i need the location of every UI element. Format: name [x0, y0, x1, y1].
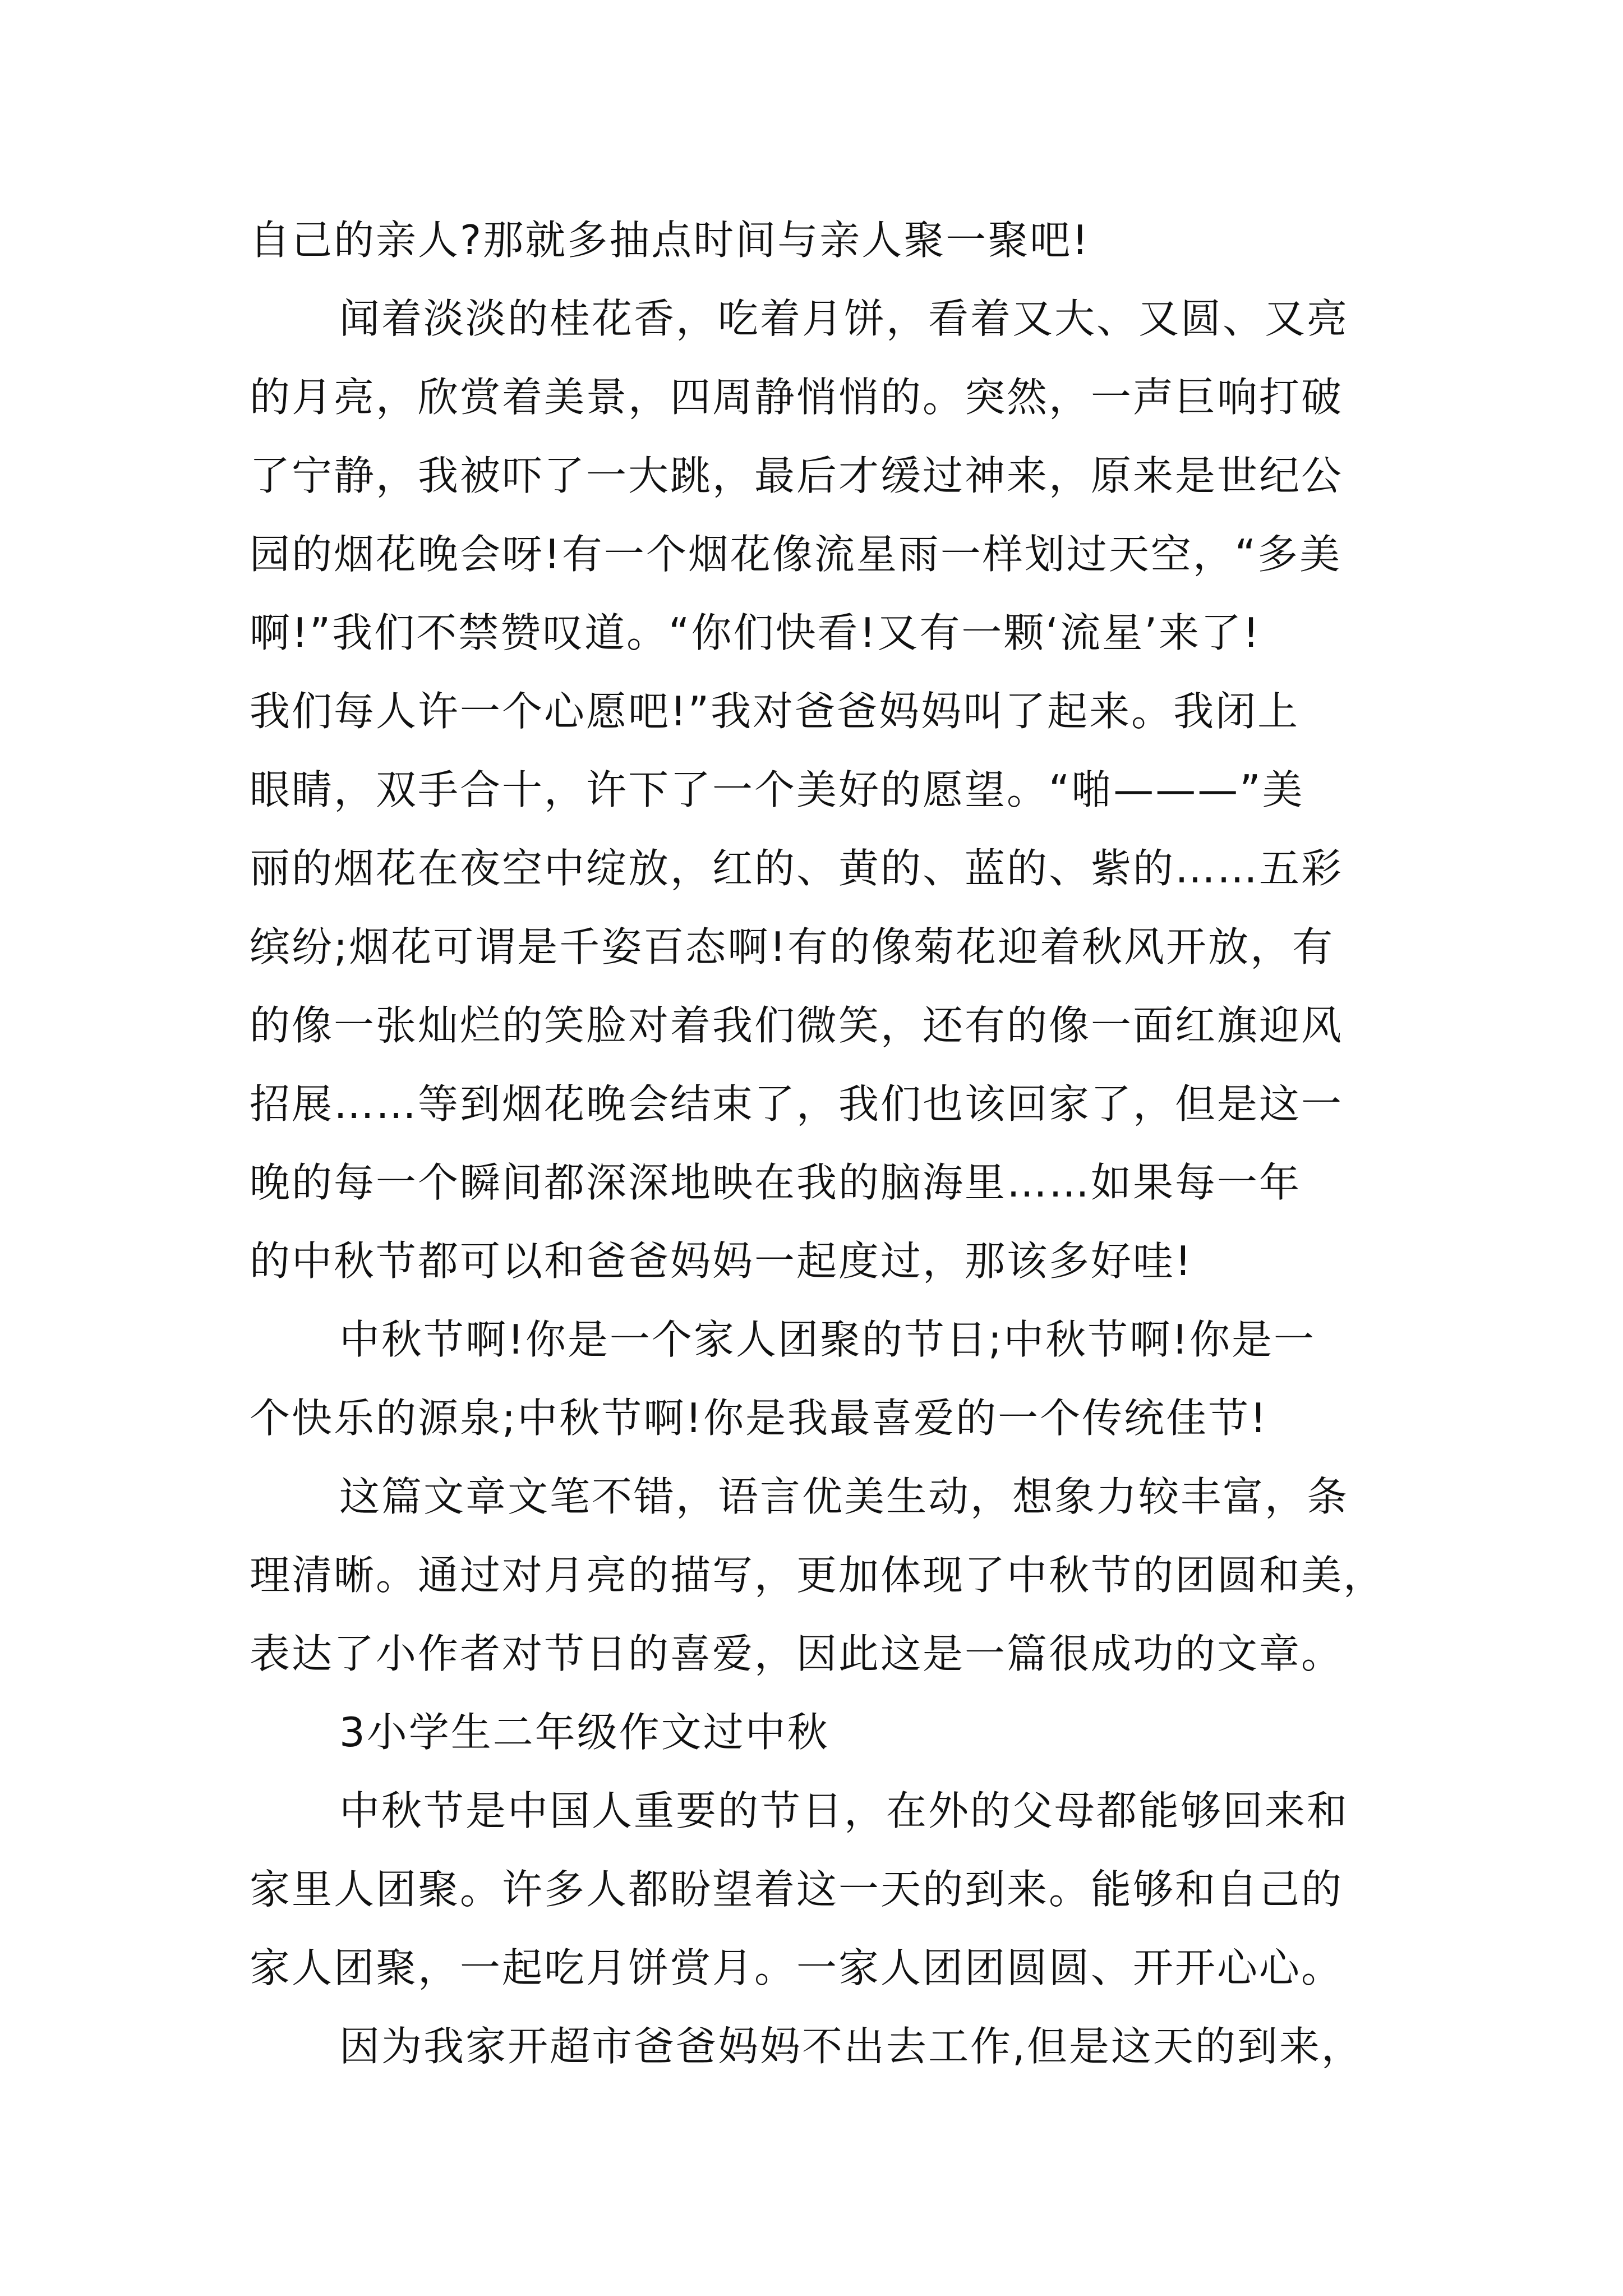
text-line: 的月亮，欣赏着美景，四周静悄悄的。突然，一声巨响打破 [250, 374, 1344, 421]
text-line: 的像一张灿烂的笑脸对着我们微笑，还有的像一面红旗迎风 [250, 1002, 1344, 1049]
text-line: 缤纷;烟花可谓是千姿百态啊!有的像菊花迎着秋风开放，有 [250, 923, 1335, 970]
section-heading: 3小学生二年级作文过中秋 [339, 1709, 829, 1756]
text-line: 晚的每一个瞬间都深深地映在我的脑海里……如果每一年 [250, 1159, 1302, 1206]
text-line: 表达了小作者对节日的喜爱，因此这是一篇很成功的文章。 [250, 1630, 1344, 1677]
paragraph-start: 这篇文章文笔不错，语言优美生动，想象力较丰富，条 [339, 1473, 1349, 1520]
text-line: 丽的烟花在夜空中绽放，红的、黄的、蓝的、紫的……五彩 [250, 845, 1344, 892]
text-line: 啊!”我们不禁赞叹道。“你们快看!又有一颗‘流星’来了! [250, 609, 1261, 656]
text-line: 了宁静，我被吓了一大跳，最后才缓过神来，原来是世纪公 [250, 452, 1344, 499]
text-line: 园的烟花晚会呀!有一个烟花像流星雨一样划过天空，“多美 [250, 531, 1342, 578]
paragraph-start: 因为我家开超市爸爸妈妈不出去工作,但是这天的到来， [339, 2023, 1363, 2070]
text-line: 招展……等到烟花晚会结束了，我们也该回家了，但是这一 [250, 1080, 1344, 1128]
text-line: 个快乐的源泉;中秋节啊!你是我最喜爱的一个传统佳节! [250, 1395, 1268, 1442]
text-line: 的中秋节都可以和爸爸妈妈一起度过，那该多好哇! [250, 1237, 1193, 1285]
paragraph-start: 中秋节是中国人重要的节日，在外的父母都能够回来和 [339, 1787, 1349, 1834]
paragraph-start: 闻着淡淡的桂花香，吃着月饼，看着又大、又圆、又亮 [339, 295, 1349, 342]
text-line: 家里人团聚。许多人都盼望着这一天的到来。能够和自己的 [250, 1866, 1344, 1913]
text-line: 我们每人许一个心愿吧!”我对爸爸妈妈叫了起来。我闭上 [250, 688, 1300, 735]
text-line: 眼睛，双手合十，许下了一个美好的愿望。“啪———”美 [250, 766, 1304, 813]
paragraph-start: 中秋节啊!你是一个家人团聚的节日;中秋节啊!你是一 [339, 1316, 1316, 1363]
text-line: 自己的亲人?那就多抽点时间与亲人聚一聚吧! [250, 217, 1090, 264]
text-line: 理清晰。通过对月亮的描写，更加体现了中秋节的团圆和美， [250, 1552, 1386, 1599]
text-line: 家人团聚，一起吃月饼赏月。一家人团团圆圆、开开心心。 [250, 1944, 1344, 1991]
